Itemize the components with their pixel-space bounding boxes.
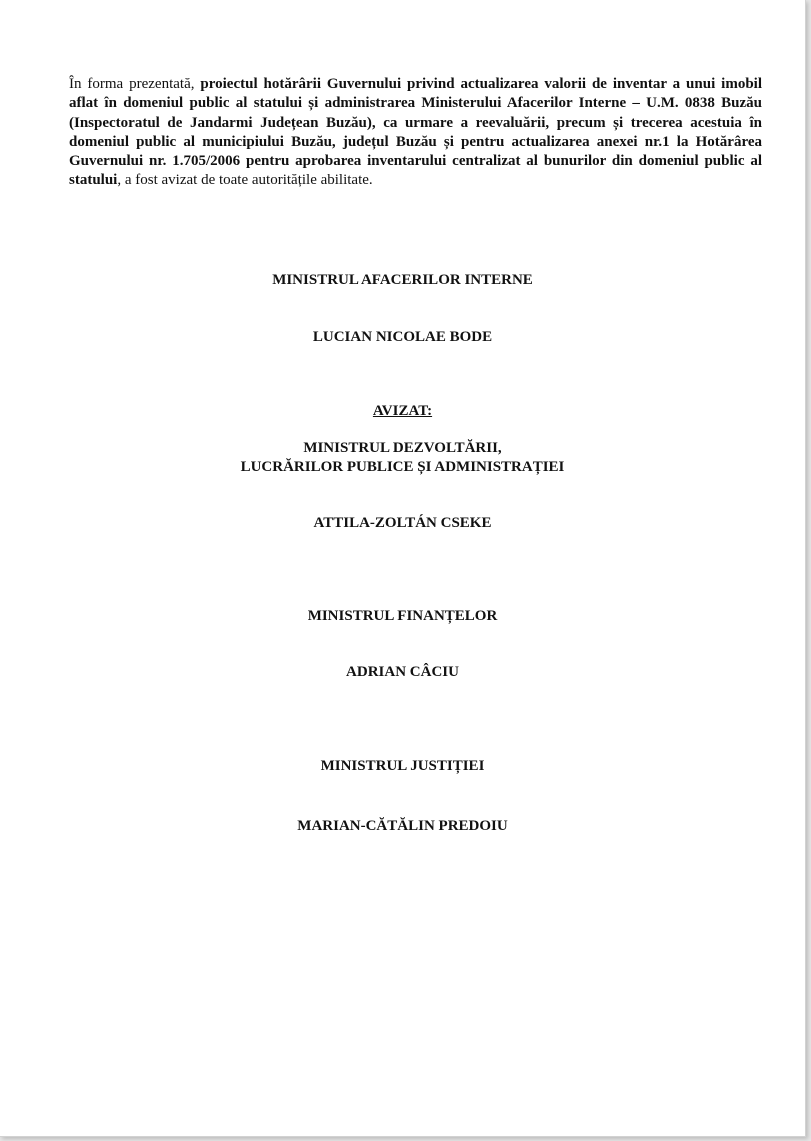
mj-name: MARIAN-CĂTĂLIN PREDOIU <box>297 818 508 834</box>
intro-prefix: În forma prezentată, <box>69 76 201 92</box>
mai-name: LUCIAN NICOLAE BODE <box>312 329 493 345</box>
mdlpa-title-line1: MINISTRUL DEZVOLTĂRII, <box>303 440 502 456</box>
intro-bold-project-title: proiectul hotărârii Guvernului privind actualizarea valorii de inventar a unui imobil aflat în domeniul public al statului și administrarea Ministerului Afacerilor Interne – U.M. 0838 Buzău (Inspectoratul de Jandarmi Județean Buzău), ca urmare a reevaluării, precum și trecerea acestuia în domeniul public al municipiului Buzău, județul Buzău și pentru actualizarea anexei nr.1 la Hotărârea Guvernului nr. 1.705/2006 pentru aprobarea inventarului centralizat al bunurilor din domeniul public al statului <box>69 76 762 189</box>
mj-title: MINISTRUL JUSTIȚIEI <box>320 758 485 774</box>
mf-name: ADRIAN CÂCIU <box>346 664 459 680</box>
mdlpa-title-line2: LUCRĂRILOR PUBLICE ȘI ADMINISTRAȚIEI <box>240 459 565 475</box>
avizat-heading <box>0 402 805 421</box>
intro-paragraph <box>69 75 762 191</box>
mf-title: MINISTRUL FINANȚELOR <box>307 608 498 624</box>
avizat-label: AVIZAT: <box>372 403 433 419</box>
intro-suffix: , a fost avizat de toate autoritățile abilitate. <box>117 172 373 189</box>
mdlpa-name: ATTILA-ZOLTÁN CSEKE <box>313 515 492 531</box>
mai-title: MINISTRUL AFACERILOR INTERNE <box>272 272 533 288</box>
